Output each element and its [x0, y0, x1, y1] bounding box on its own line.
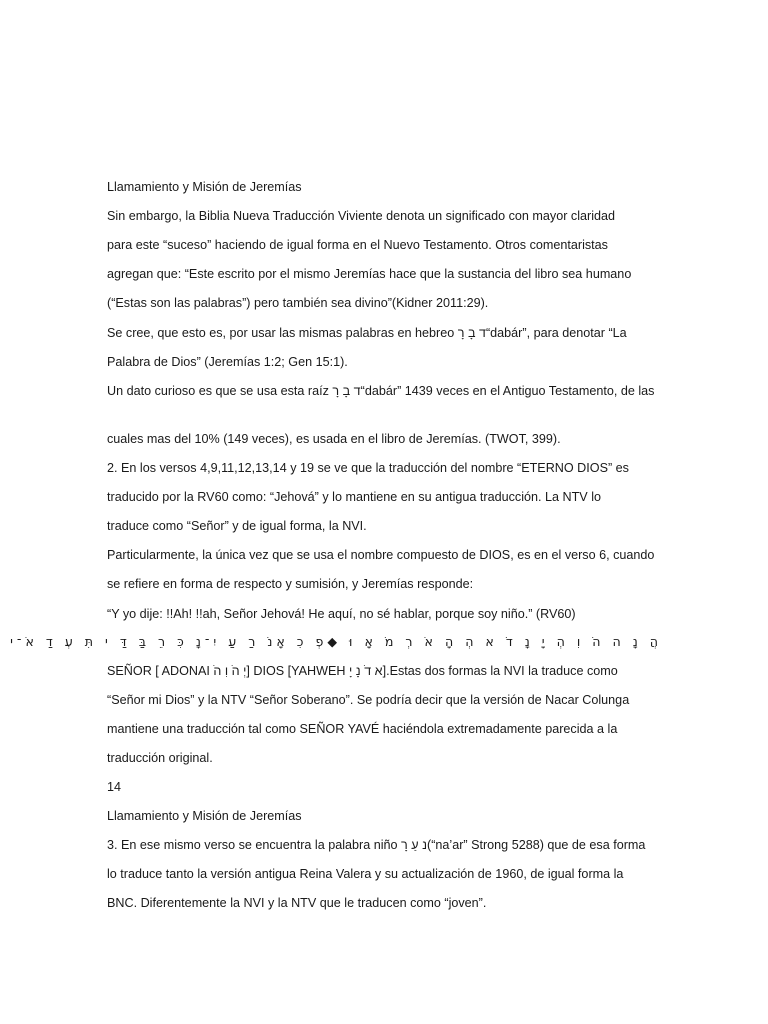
quote-line: “Y yo dije: !!Ah! !!ah, Señor Jehová! He aquí, no sé hablar, porque soy niño.” (RV60)	[107, 607, 576, 621]
paragraph-line: Un dato curioso es que se usa esta raíz ד בָ רָ“dabár” 1439 veces en el Antiguo Testamento, de las	[107, 384, 655, 398]
paragraph-line: 2. En los versos 4,9,11,12,13,14 y 19 se ve que la traducción del nombre “ETERNO DIOS” es	[107, 461, 629, 475]
hebrew-verse-line: הֲ נָ ה הֹ וִ הְ יָ נָ דֹ א הְ הָ אֹ רְ מֹ אָ וּ ◆פְ כִ אָנֹ רַ עַ יִ־נָ כִּ רֵ בַּ דַּ י תִּ עְ דַ אֹ־י	[10, 634, 662, 649]
paragraph-line: (“Estas son las palabras”) pero también sea divino”(Kidner 2011:29).	[107, 296, 489, 310]
paragraph-line: para este “suceso” haciendo de igual forma en el Nuevo Testamento. Otros comentaristas	[107, 238, 608, 252]
paragraph-line: mantiene una traducción tal como SEÑOR YAVÉ haciéndola extremadamente parecida a la	[107, 722, 618, 736]
running-header: Llamamiento y Misión de Jeremías	[107, 809, 302, 823]
page-number: 14	[107, 780, 122, 794]
paragraph-line: Se cree, que esto es, por usar las mismas palabras en hebreo ד בָ רָ“dabár”, para denotar “La	[107, 326, 627, 340]
paragraph-line: 3. En ese mismo verso se encuentra la palabra niño נ עַ רָ(“na’ar” Strong 5288) que de esa forma	[107, 838, 646, 852]
paragraph-line: Palabra de Dios” (Jeremías 1:2; Gen 15:1).	[107, 355, 348, 369]
paragraph-line: traducción original.	[107, 751, 213, 765]
paragraph-line: SEÑOR [ ADONAI יְ הֹ וִ הֹ] DIOS [YAHWEH א דֹ נָ יָ].Estas dos formas la NVI la traduce como	[107, 664, 618, 678]
paragraph-line: agregan que: “Este escrito por el mismo Jeremías hace que la sustancia del libro sea humano	[107, 267, 632, 281]
running-header: Llamamiento y Misión de Jeremías	[107, 180, 302, 194]
paragraph-line: “Señor mi Dios” y la NTV “Señor Soberano”. Se podría decir que la versión de Nacar Colunga	[107, 693, 630, 707]
paragraph-line: se refiere en forma de respecto y sumisión, y Jeremías responde:	[107, 577, 474, 591]
paragraph-line: traducido por la RV60 como: “Jehová” y lo mantiene en su antigua traducción. La NTV lo	[107, 490, 601, 504]
paragraph-line: cuales mas del 10% (149 veces), es usada en el libro de Jeremías. (TWOT, 399).	[107, 432, 561, 446]
paragraph-line: BNC. Diferentemente la NVI y la NTV que le traducen como “joven”.	[107, 896, 487, 910]
paragraph-line: Sin embargo, la Biblia Nueva Traducción Viviente denota un significado con mayor claridad	[107, 209, 616, 223]
paragraph-line: traduce como “Señor” y de igual forma, la NVI.	[107, 519, 367, 533]
paragraph-line: lo traduce tanto la versión antigua Reina Valera y su actualización de 1960, de igual forma la	[107, 867, 624, 881]
paragraph-line: Particularmente, la única vez que se usa el nombre compuesto de DIOS, es en el verso 6, cuando	[107, 548, 655, 562]
